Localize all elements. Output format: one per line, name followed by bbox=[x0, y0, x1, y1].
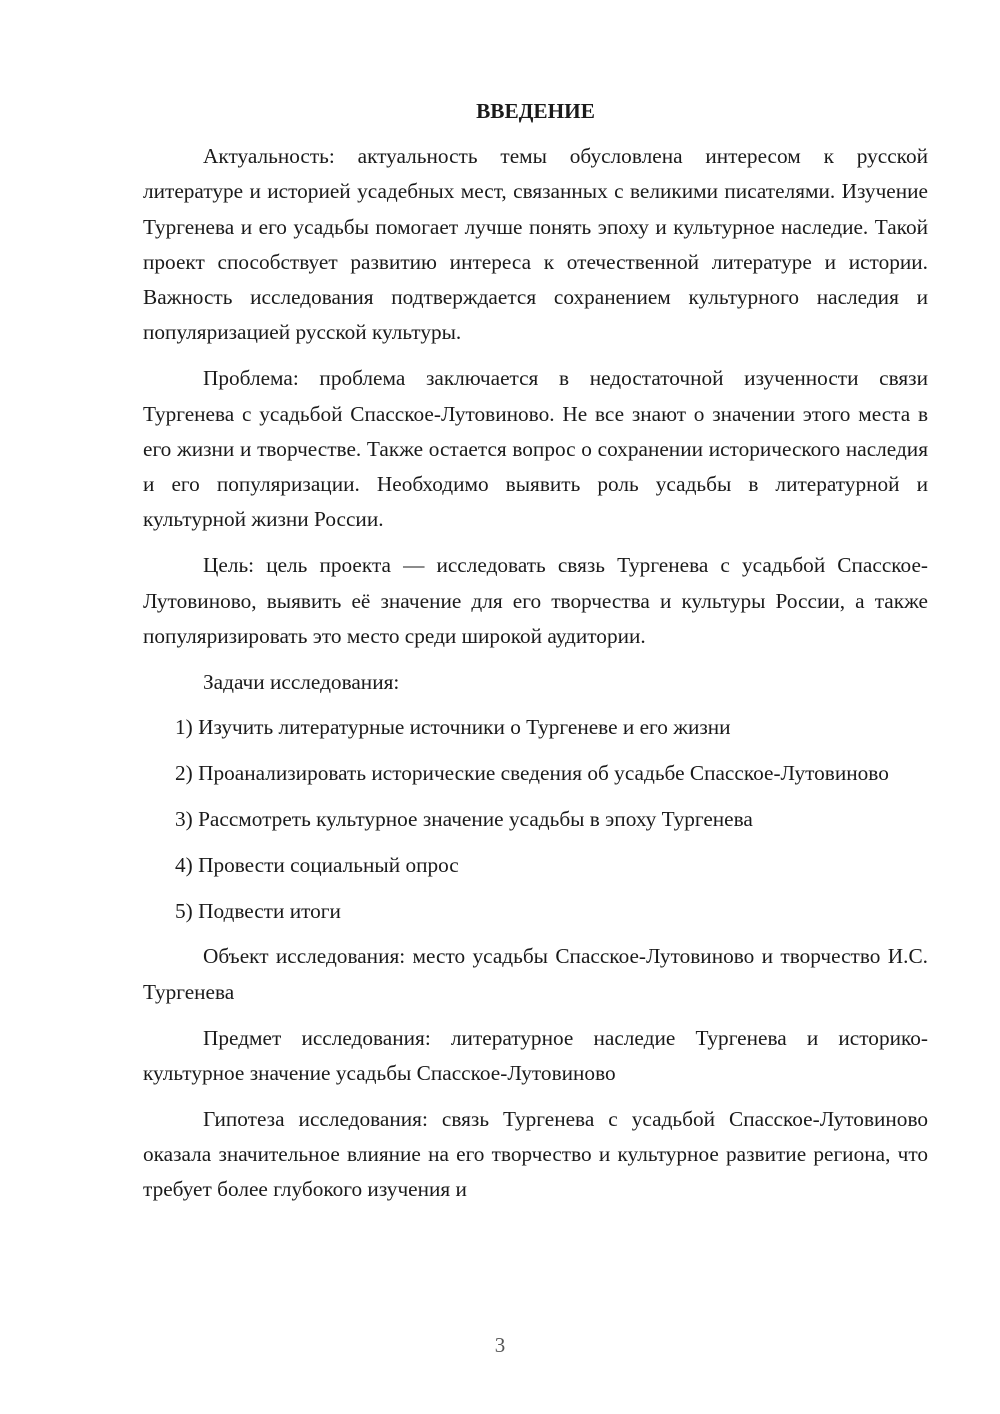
task-item-5: 5) Подвести итоги bbox=[175, 898, 341, 923]
paragraph-subject: Предмет исследования: литературное наследие Тургенева и историко-культурное значение усадьбы Спасское-Лутовиново bbox=[143, 1025, 928, 1085]
section-title: ВВЕДЕНИЕ bbox=[476, 99, 595, 123]
task-item-3: 3) Рассмотреть культурное значение усадьбы в эпоху Тургенева bbox=[175, 807, 753, 832]
task-item-4: 4) Провести социальный опрос bbox=[175, 852, 459, 877]
paragraph-hypothesis: Гипотеза исследования: связь Тургенева с усадьбой Спасское-Лутовиново оказала значительное влияние на его творчество и культурное развитие региона, что требует более глубокого изучения и bbox=[143, 1106, 928, 1202]
page-content bbox=[143, 94, 928, 1208]
task-item-2: 2) Проанализировать исторические сведения об усадьбе Спасское-Лутовиново bbox=[175, 761, 889, 786]
paragraph-goal: Цель: цель проекта — исследовать связь Тургенева с усадьбой Спасское-Лутовиново, выявить её значение для его творчества и культуры России, а также популяризировать это место среди широкой аудитории. bbox=[143, 553, 928, 648]
task-item-1: 1) Изучить литературные источники о Тургеневе и его жизни bbox=[175, 715, 731, 740]
paragraph-tasks-heading: Задачи исследования: bbox=[203, 669, 400, 694]
paragraph-relevance: Актуальность: актуальность темы обусловлена интересом к русской литературе и историей усадебных мест, связанных с великими писателями. Изучение Тургенева и его усадьбы помогает лучше понять эпоху и культурное наследие. Такой проект способствует развитию интереса к отечественной литературе и истории. Важность исследования подтверждается сохранением культурного наследия и популяризацией русской культуры. bbox=[143, 144, 928, 345]
paragraph-object: Объект исследования: место усадьбы Спасское-Лутовиново и творчество И.С. Тургенева bbox=[143, 944, 928, 1004]
page-number: 3 bbox=[494, 1333, 506, 1357]
paragraph-problem: Проблема: проблема заключается в недостаточной изученности связи Тургенева с усадьбой Спасское-Лутовиново. Не все знают о значении этого места в его жизни и творчестве. Также остается вопрос о сохранении исторического наследия и его популяризации. Необходимо выявить роль усадьбы в литературной и культурной жизни России. bbox=[143, 366, 928, 532]
